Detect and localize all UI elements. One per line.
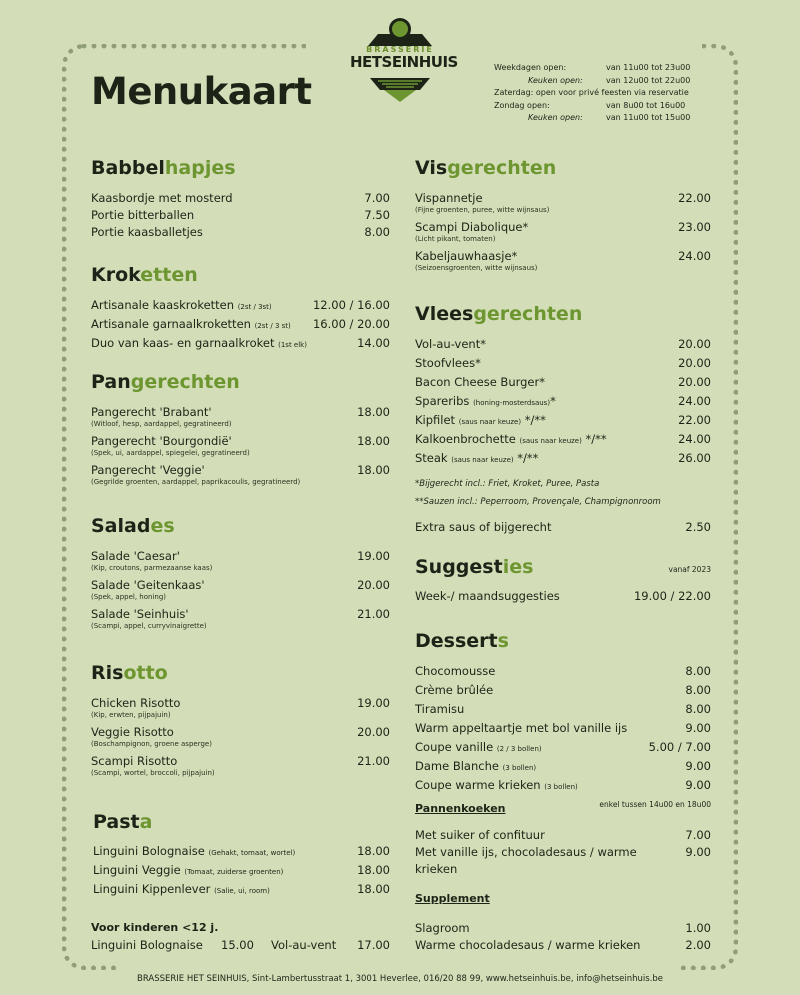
page-title: Menukaart xyxy=(91,70,312,113)
section-title: Pangerechten xyxy=(91,371,240,393)
menu-item: Linguini Kippenlever (Salie, ui, room) 18.00 xyxy=(93,882,390,896)
menu-item: Spareribs (honing-mosterdsaus)* 24.00 xyxy=(415,394,711,408)
menu-item: Scampi Risotto 21.00 xyxy=(91,754,390,768)
menu-item: Portie kaasballetjes 8.00 xyxy=(91,225,390,239)
item-description: (Spek, appel, honing) xyxy=(91,593,167,601)
menu-item: Veggie Risotto 20.00 xyxy=(91,725,390,739)
menu-item: Vol-au-vent* 20.00 xyxy=(415,337,711,351)
section-risotto xyxy=(91,662,390,782)
menu-item: Salade 'Geitenkaas' 20.00 xyxy=(91,578,390,592)
section-title: Pasta xyxy=(93,811,153,833)
section-salades xyxy=(91,515,390,635)
menu-item: Slagroom 1.00 xyxy=(415,921,711,935)
section-desserts xyxy=(415,630,711,796)
item-description: (Fijne groenten, puree, witte wijnsaus) xyxy=(415,206,550,214)
menu-item: Bacon Cheese Burger* 20.00 xyxy=(415,375,711,389)
menu-item: Scampi Diabolique* 23.00 xyxy=(415,220,711,234)
section-title: Salades xyxy=(91,515,175,537)
menu-item: Kalkoenbrochette (saus naar keuze) */** 24.00 xyxy=(415,432,711,446)
menu-item: Warme chocoladesaus / warme krieken 2.00 xyxy=(415,938,711,952)
menu-item: Met vanille ijs, chocoladesaus / warme krieken 9.00 xyxy=(415,845,711,876)
section-title: Babbelhapjes xyxy=(91,157,236,179)
menu-item: Coupe warme krieken (3 bollen) 9.00 xyxy=(415,778,711,792)
item-description: (Seizoensgroenten, witte wijnsaus) xyxy=(415,264,538,272)
item-description: (Licht pikant, tomaten) xyxy=(415,235,496,243)
menu-item: Vispannetje 22.00 xyxy=(415,191,711,205)
menu-item: Salade 'Caesar' 19.00 xyxy=(91,549,390,563)
menu-item: Dame Blanche (3 bollen) 9.00 xyxy=(415,759,711,773)
section-pannenkoeken xyxy=(415,797,711,878)
item-description: (Kip, erwten, pijpajuin) xyxy=(91,711,171,719)
menu-item: Chicken Risotto 19.00 xyxy=(91,696,390,710)
menu-item: Tiramisu 8.00 xyxy=(415,702,711,716)
section-babbelhapjes xyxy=(91,157,390,241)
section-title: Kroketten xyxy=(91,264,198,286)
menu-item: Chocomousse 8.00 xyxy=(415,664,711,678)
menu-item: Portie bitterballen 7.50 xyxy=(91,208,390,222)
section-title: Vleesgerechten xyxy=(415,303,583,325)
section-title: Suggesties xyxy=(415,556,534,578)
item-description: (Scampi, appel, curryvinaigrette) xyxy=(91,622,207,630)
kids-title: Voor kinderen <12 j. xyxy=(91,921,219,934)
menu-item: Extra saus of bijgerecht 2.50 xyxy=(415,520,711,534)
menu-item: Artisanale kaaskroketten (2st / 3st) 12.00 / 16.00 xyxy=(91,298,390,312)
supplement-title: Supplement xyxy=(415,892,490,905)
logo-subtitle: BRASSERIE xyxy=(366,45,434,54)
pannenkoeken-title: Pannenkoeken xyxy=(415,802,506,815)
item-description: (Witloof, hesp, aardappel, gegratineerd) xyxy=(91,420,232,428)
kids-menu-row: Linguini Bolognaise 15.00 Vol-au-vent 17.00 xyxy=(91,938,390,952)
menu-item: Stoofvlees* 20.00 xyxy=(415,356,711,370)
item-description: (Spek, ui, aardappel, spiegelei, gegratineerd) xyxy=(91,449,250,457)
sauce-note: **Sauzen incl.: Peperroom, Provençale, Champignonroom xyxy=(415,497,661,507)
menu-item: Linguini Veggie (Tomaat, zuiderse groenten) 18.00 xyxy=(93,863,390,877)
menu-item: Salade 'Seinhuis' 21.00 xyxy=(91,607,390,621)
section-vleesgerechten xyxy=(415,303,711,536)
side-dish-note: *Bijgerecht incl.: Friet, Kroket, Puree, Pasta xyxy=(415,479,600,489)
item-description: (Kip, croutons, parmezaanse kaas) xyxy=(91,564,213,572)
menu-item: Pangerecht 'Veggie' 18.00 xyxy=(91,463,390,477)
item-description: (Boschampignon, groene asperge) xyxy=(91,740,212,748)
item-description: (Scampi, wortel, broccoli, pijpajuin) xyxy=(91,769,215,777)
section-kinderen xyxy=(91,919,390,954)
menu-item: Pangerecht 'Brabant' 18.00 xyxy=(91,405,390,419)
menu-item: Met suiker of confituur 7.00 xyxy=(415,828,711,842)
logo-name: HETSEINHUIS xyxy=(350,53,458,71)
menu-item: Duo van kaas- en garnaalkroket (1st elk) 14.00 xyxy=(91,336,390,350)
menu-item: Kaasbordje met mosterd 7.00 xyxy=(91,191,390,205)
footer-contact: BRASSERIE HET SEINHUIS, Sint-Lambertusstraat 1, 3001 Heverlee, 016/20 88 99, www.hetseinhuis.be, info@hetseinhuis.be xyxy=(136,974,663,984)
menu-item: Linguini Bolognaise (Gehakt, tomaat, wortel) 18.00 xyxy=(93,844,390,858)
section-title: Visgerechten xyxy=(415,157,557,179)
menu-item: Steak (saus naar keuze) */** 26.00 xyxy=(415,451,711,465)
section-title: Risotto xyxy=(91,662,168,684)
item-description: (Gegrilde groenten, aardappel, paprikacoulis, gegratineerd) xyxy=(91,478,301,486)
menu-item: Warm appeltaartje met bol vanille ijs 9.00 xyxy=(415,721,711,735)
menu-item: Artisanale garnaalkroketten (2st / 3 st) 16.00 / 20.00 xyxy=(91,317,390,331)
section-supplement xyxy=(415,892,711,954)
menu-item: Kabeljauwhaasje* 24.00 xyxy=(415,249,711,263)
menu-item: Kipfilet (saus naar keuze) */** 22.00 xyxy=(415,413,711,427)
section-title: Desserts xyxy=(415,630,509,652)
suggestions-since: vanaf 2023 xyxy=(668,565,711,574)
section-visgerechten xyxy=(415,157,711,277)
section-kroketten xyxy=(91,264,390,354)
menu-item: Coupe vanille (2 / 3 bollen) 5.00 / 7.00 xyxy=(415,740,711,754)
section-pasta xyxy=(93,811,390,900)
pannenkoeken-time: enkel tussen 14u00 en 18u00 xyxy=(599,800,711,809)
menu-item: Crème brûlée 8.00 xyxy=(415,683,711,697)
menu-item: Week-/ maandsuggesties 19.00 / 22.00 xyxy=(415,589,711,603)
menu-item: Pangerecht 'Bourgondië' 18.00 xyxy=(91,434,390,448)
section-pangerechten xyxy=(91,371,390,491)
section-suggesties xyxy=(415,556,711,605)
